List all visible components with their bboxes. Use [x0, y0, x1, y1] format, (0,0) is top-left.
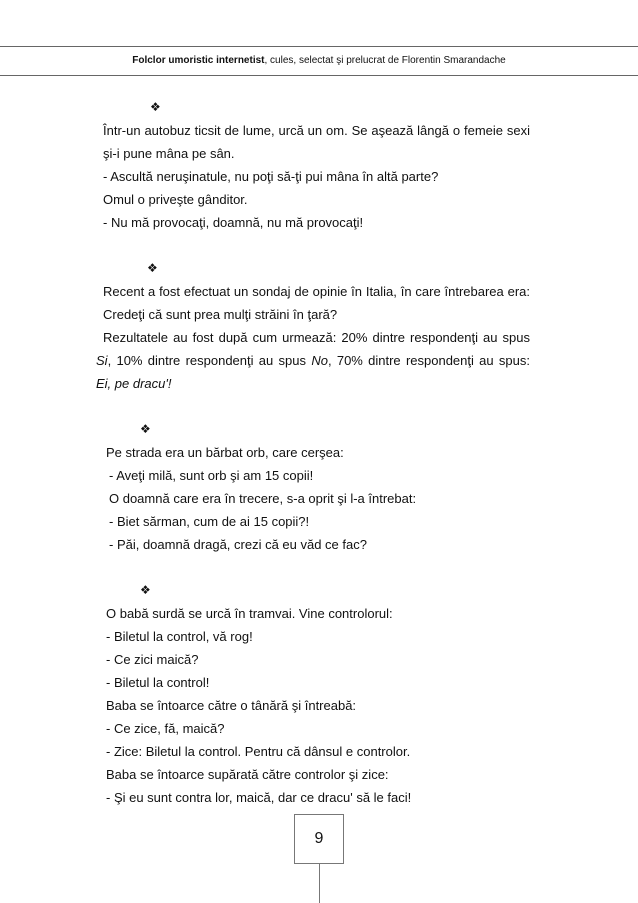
dialogue-line: - Aveţi milă, sunt orb şi am 15 copii!	[109, 468, 314, 483]
italic-text: No	[311, 353, 328, 368]
diamond-bullet-icon: ❖	[150, 100, 161, 114]
text-span: , 10% dintre respondenţi au spus	[107, 353, 312, 368]
paragraph	[96, 326, 530, 395]
page-number-box	[294, 814, 344, 864]
joke-section	[103, 96, 530, 234]
joke-section	[96, 257, 530, 395]
paragraph: Baba se întoarce supărată către controlor şi zice:	[106, 767, 389, 782]
dialogue-line: - Nu mă provocaţi, doamnă, nu mă provocaţi!	[103, 215, 364, 230]
paragraph: O doamnă care era în trecere, s-a oprit şi l-a întrebat:	[109, 491, 417, 506]
paragraph: Pe strada era un bărbat orb, care cerşea:	[106, 445, 344, 460]
dialogue-line: - Biletul la control!	[106, 675, 210, 690]
running-header	[0, 54, 638, 68]
page-number-connector-line	[319, 864, 320, 903]
dialogue-line: - Păi, doamnă dragă, crezi că eu văd ce fac?	[109, 537, 367, 552]
paragraph: Recent a fost efectuat un sondaj de opinie în Italia, în care întrebarea era: Credeţi că sunt prea mulţi străini în ţară?	[103, 284, 530, 322]
header-title-rest: , cules, selectat şi prelucrat de Florentin Smarandache	[264, 55, 506, 66]
paragraph: Într-un autobuz ticsit de lume, urcă un om. Se aşează lângă o femeie sexi şi-i pune mâna pe sân.	[103, 123, 530, 161]
dialogue-line: - Ascultă neruşinatule, nu poţi să-ţi pui mâna în altă parte?	[103, 169, 439, 184]
header-bottom-rule	[0, 75, 638, 76]
paragraph: O babă surdă se urcă în tramvai. Vine controlorul:	[106, 606, 393, 621]
dialogue-line: - Biet sărman, cum de ai 15 copii?!	[109, 514, 310, 529]
dialogue-line: - Biletul la control, vă rog!	[106, 629, 253, 644]
italic-text: Ei, pe dracu'!	[96, 376, 172, 391]
text-span: , 70% dintre respondenţi au spus:	[327, 353, 530, 368]
dialogue-line: - Şi eu sunt contra lor, maică, dar ce dracu' să le faci!	[106, 790, 412, 805]
paragraph: Omul o priveşte gânditor.	[103, 192, 248, 207]
header-title-bold: Folclor umoristic internetist	[132, 55, 265, 66]
dialogue-line: - Ce zici maică?	[106, 652, 199, 667]
dialogue-line: - Ce zice, fă, maică?	[106, 721, 225, 736]
dialogue-line: - Zice: Biletul la control. Pentru că dânsul e controlor.	[106, 744, 411, 759]
header-top-rule	[0, 46, 638, 47]
diamond-bullet-icon: ❖	[147, 261, 158, 275]
diamond-bullet-icon: ❖	[140, 583, 151, 597]
joke-section	[106, 579, 530, 809]
paragraph: Baba se întoarce către o tânără şi întreabă:	[106, 698, 357, 713]
page-number: 9	[314, 830, 324, 847]
page-body	[96, 96, 530, 832]
diamond-bullet-icon: ❖	[140, 422, 151, 436]
italic-text: Si	[96, 353, 108, 368]
text-span: Rezultatele au fost după cum urmează: 20% dintre respondenţi au spus	[103, 330, 530, 345]
joke-section	[106, 418, 530, 556]
